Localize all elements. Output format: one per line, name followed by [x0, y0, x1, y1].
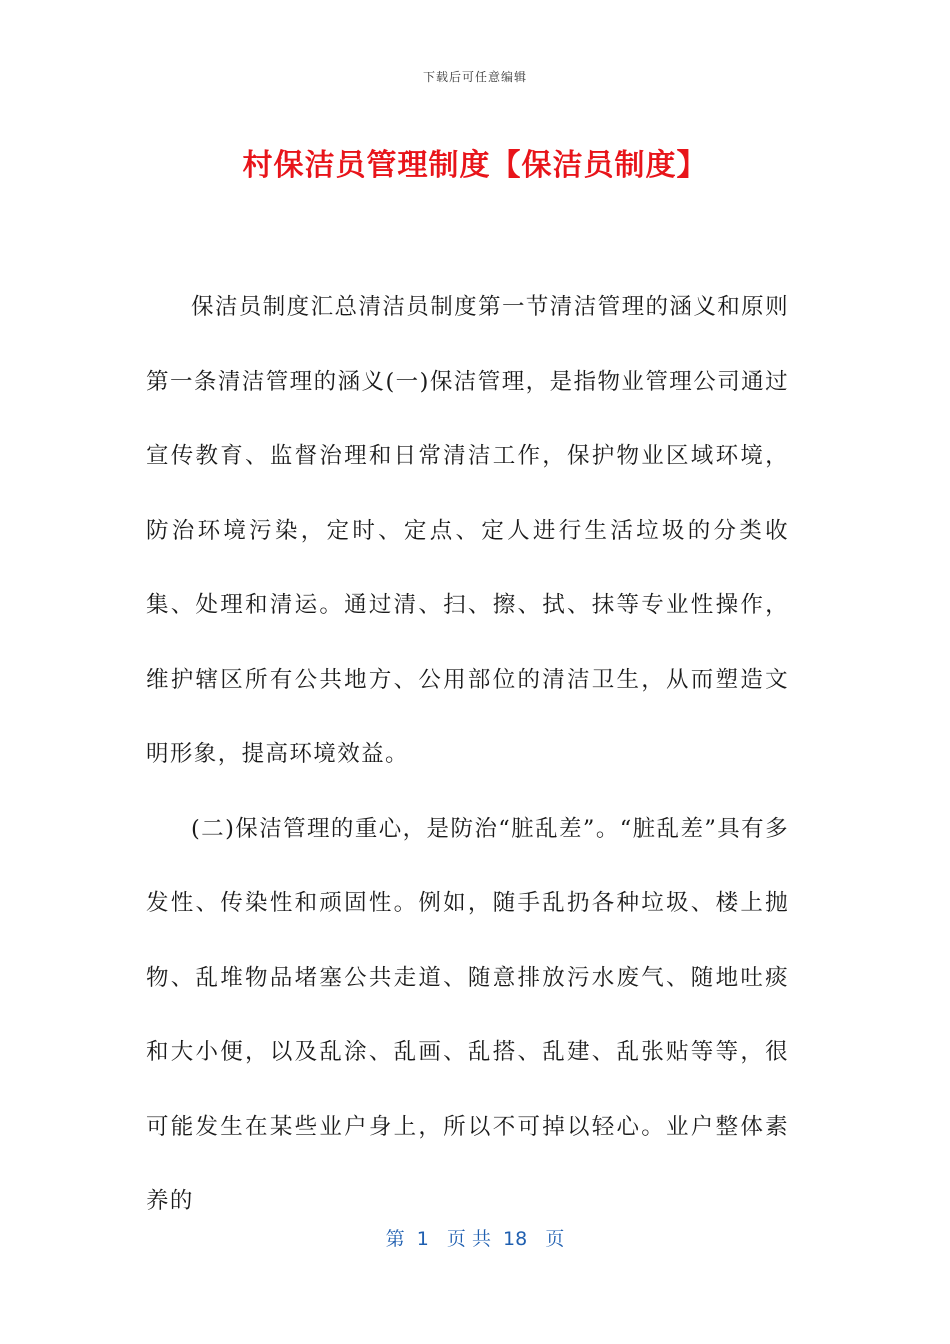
header-note: 下载后可任意编辑 [422, 70, 527, 84]
document-body [146, 270, 789, 1239]
paragraph: 保洁员制度汇总清洁员制度第一节清洁管理的涵义和原则第一条清洁管理的涵义(一)保洁管理，是指物业管理公司通过宣传教育、监督治理和日常清洁工作，保护物业区域环境，防治环境污染，定时、定点、定人进行生活垃圾的分类收集、处理和清运。通过清、扫、擦、拭、抹等专业性操作，维护辖区所有公共地方、公用部位的清洁卫生，从而塑造文明形象，提高环境效益。 [146, 294, 789, 767]
document-title: 村保洁员管理制度【保洁员制度】 [242, 148, 708, 183]
page-number-footer: 第 1 页 共 18 页 [385, 1228, 565, 1250]
paragraph: (二)保洁管理的重心，是防治“脏乱差”。“脏乱差”具有多发性、传染性和顽固性。例如，随手乱扔各种垃圾、楼上抛物、乱堆物品堵塞公共走道、随意排放污水废气、随地吐痰和大小便，以及乱涂、乱画、乱搭、乱建、乱张贴等等，很可能发生在某些业户身上，所以不可掉以轻心。业户整体素养的 [146, 815, 789, 1214]
